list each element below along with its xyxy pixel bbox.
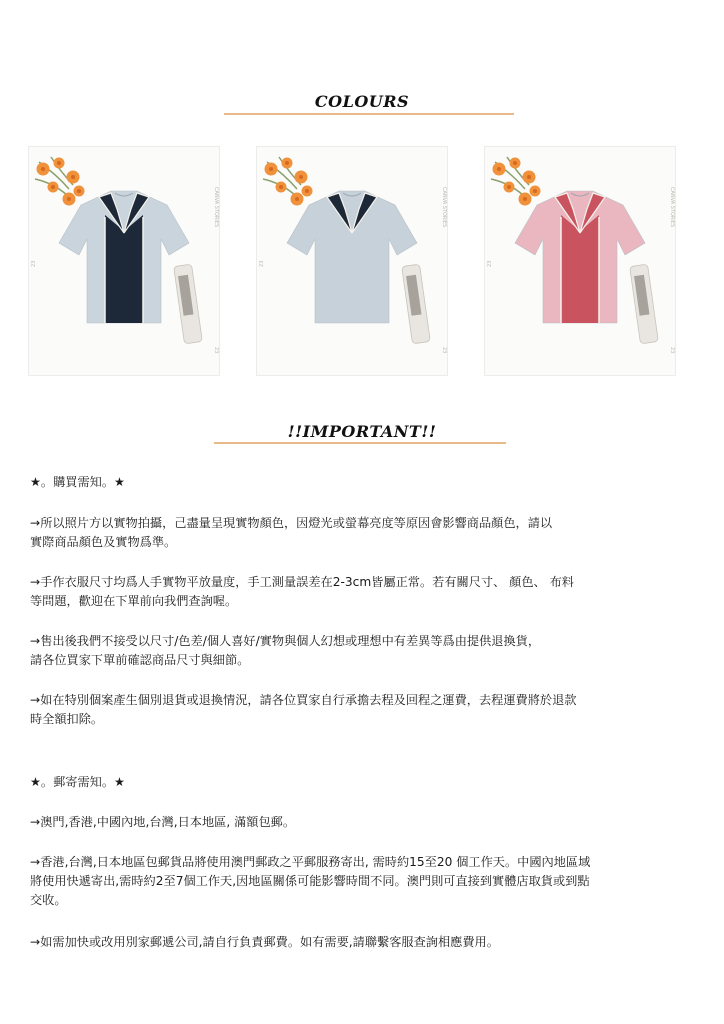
flower-decoration	[35, 157, 85, 206]
magazine-roll	[630, 264, 659, 344]
purchase-note-1-line-2: 實際商品顏色及實物爲準。	[30, 535, 177, 549]
purchase-note-4-line-2: 時全額扣除。	[30, 712, 104, 726]
product-photo-grey-navy-collar[interactable]	[257, 147, 447, 375]
purchase-notice-title: ★。購買需知。★	[30, 475, 125, 489]
blouse-shape	[287, 191, 417, 323]
blouse-shape	[59, 191, 189, 323]
important-heading: !!IMPORTANT!!	[287, 422, 437, 441]
purchase-note-3-line-2: 請各位買家下單前確認商品尺寸與細節。	[30, 653, 250, 667]
watermark-text: CANVA STORIES	[213, 187, 219, 228]
watermark-text: CANVA STORIES	[669, 187, 675, 228]
flower-decoration	[263, 157, 313, 206]
product-photo-pink-red-stripe[interactable]	[485, 147, 675, 375]
purchase-note-2-line-2: 等問題，歡迎在下單前向我們查詢喔。	[30, 594, 238, 608]
purchase-note-1-line-1: →所以照片方以實物拍攝，己盡量呈現實物顏色，因燈光或螢幕亮度等原因會影響商品顏色，請以	[30, 516, 553, 530]
purchase-note-2-line-1: →手作衣服尺寸均爲人手實物平放量度，手工測量誤差在2-3cm皆屬正常。若有關尺寸、 顏色、 布料	[30, 575, 574, 589]
photo-tag-text: 23	[669, 347, 675, 354]
watermark-text: CANVA STORIES	[441, 187, 447, 228]
important-divider	[214, 442, 506, 444]
photo-tag-text: 23	[31, 260, 37, 267]
purchase-note-4-line-1: →如在特別個案產生個別退貨或退換情況，請各位買家自行承擔去程及回程之運費，去程運費將於退款	[30, 693, 577, 707]
photo-tag-text: 23	[487, 260, 493, 267]
shipping-note-2-line-1: →香港,台灣,日本地區包郵貨品將使用澳門郵政之平郵服務寄出, 需時約15至20 個工作天。中國內地區域	[30, 855, 591, 869]
photo-illustration	[29, 147, 219, 375]
photo-illustration	[257, 147, 447, 375]
magazine-roll	[402, 264, 431, 344]
shipping-note-1-line-1: →澳門,香港,中國內地,台灣,日本地區, 滿額包郵。	[30, 815, 296, 829]
photo-tag-text: 23	[259, 260, 265, 267]
product-photo-navy-stripe[interactable]	[29, 147, 219, 375]
photo-tag-text: 23	[213, 347, 219, 354]
flower-decoration	[491, 157, 541, 206]
shipping-note-2-line-3: 交收。	[30, 893, 67, 907]
photo-tag-text: 23	[441, 347, 447, 354]
shipping-note-2-line-2: 將使用快遞寄出,需時約2至7個工作天,因地區關係可能影響時間不同。澳門則可直接到實體店取貨或到點	[30, 874, 590, 888]
shipping-note-3-line-1: →如需加快或改用別家郵遞公司,請自行負責郵費。如有需要,請聯繫客服查詢相應費用。	[30, 935, 499, 949]
magazine-roll	[174, 264, 203, 344]
blouse-shape	[515, 191, 645, 323]
purchase-note-3-line-1: →售出後我們不接受以尺寸/色差/個人喜好/實物與個人幻想或理想中有差異等爲由提供退換貨，	[30, 634, 541, 648]
photo-illustration	[485, 147, 675, 375]
colours-heading: COLOURS	[314, 92, 410, 111]
shipping-notice-title: ★。郵寄需知。★	[30, 775, 125, 789]
colours-divider	[224, 113, 514, 115]
